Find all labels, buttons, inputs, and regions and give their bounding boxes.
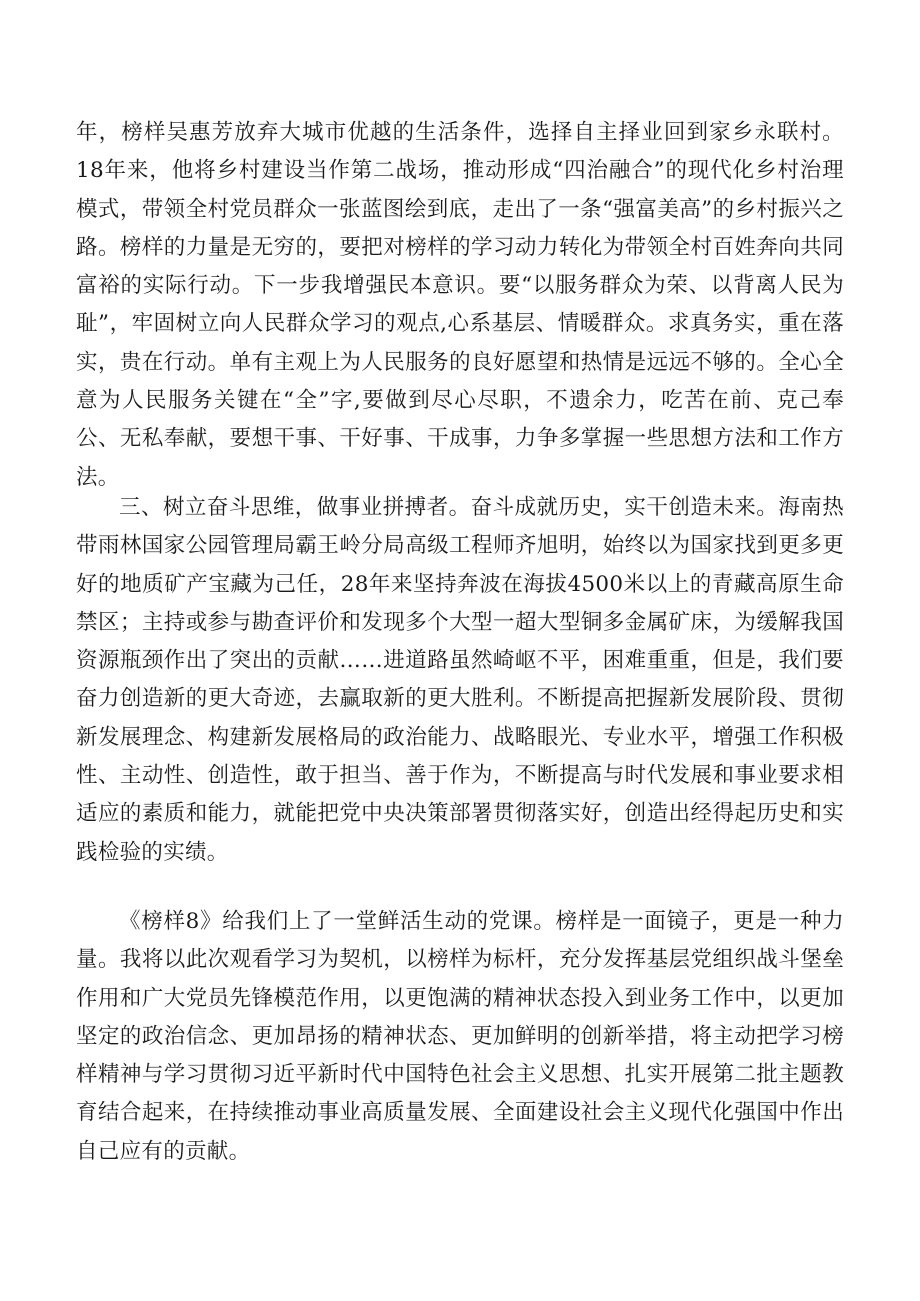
body-paragraph-1: 年，榜样吴惠芳放弃大城市优越的生活条件，选择自主择业回到家乡永联村。18年来，他将乡村建设当作第二战场，推动形成“四治融合”的现代化乡村治理模式，带领全村党员群众一张蓝图绘到底，走出了一条“强富美高”的乡村振兴之路。榜样的力量是无穷的，要把对榜样的学习动力转化为带领全村百姓奔向共同富裕的实际行动。下一步我增强民本意识。要“以服务群众为荣、以背离人民为耻”，牢固树立向人民群众学习的观点,心系基层、情暖群众。求真务实，重在落实，贵在行动。单有主观上为人民服务的良好愿望和热情是远远不够的。全心全意为人民服务关键在“全”字,要做到尽心尽职，不遗余力，吃苦在前、克己奉公、无私奉献，要想干事、干好事、干成事，力争多掌握一些思想方法和工作方法。 xyxy=(76,120,844,490)
body-paragraph-2: 三、树立奋斗思维，做事业拼搏者。奋斗成就历史，实干创造未来。海南热带雨林国家公园管理局霸王岭分局高级工程师齐旭明，始终以为国家找到更多更好的地质矿产宝藏为己任，28年来坚持奔波在海拔4500米以上的青藏高原生命禁区；主持或参与勘查评价和发现多个大型一超大型铜多金属矿床，为缓解我国资源瓶颈作出了突出的贡献……进道路虽然崎岖不平，困难重重，但是，我们要奋力创造新的更大奇迹，去赢取新的更大胜利。不断提高把握新发展阶段、贯彻新发展理念、构建新发展格局的政治能力、战略眼光、专业水平，增强工作积极性、主动性、创造性，敢于担当、善于作为，不断提高与时代发展和事业要求相适应的素质和能力，就能把党中央决策部署贯彻落实好，创造出经得起历史和实践检验的实绩。 xyxy=(76,495,844,865)
body-paragraph-3: 《榜样8》给我们上了一堂鲜活生动的党课。榜样是一面镜子，更是一种力量。我将以此次观看学习为契机，以榜样为标杆，充分发挥基层党组织战斗堡垒作用和广大党员先锋模范作用，以更饱满的精神状态投入到业务工作中，以更加坚定的政治信念、更加昂扬的精神状态、更加鲜明的创新举措，将主动把学习榜样精神与学习贯彻习近平新时代中国特色社会主义思想、扎实开展第二批主题教育结合起来，在持续推动事业高质量发展、全面建设社会主义现代化强国中作出自己应有的贡献。 xyxy=(76,909,844,1164)
